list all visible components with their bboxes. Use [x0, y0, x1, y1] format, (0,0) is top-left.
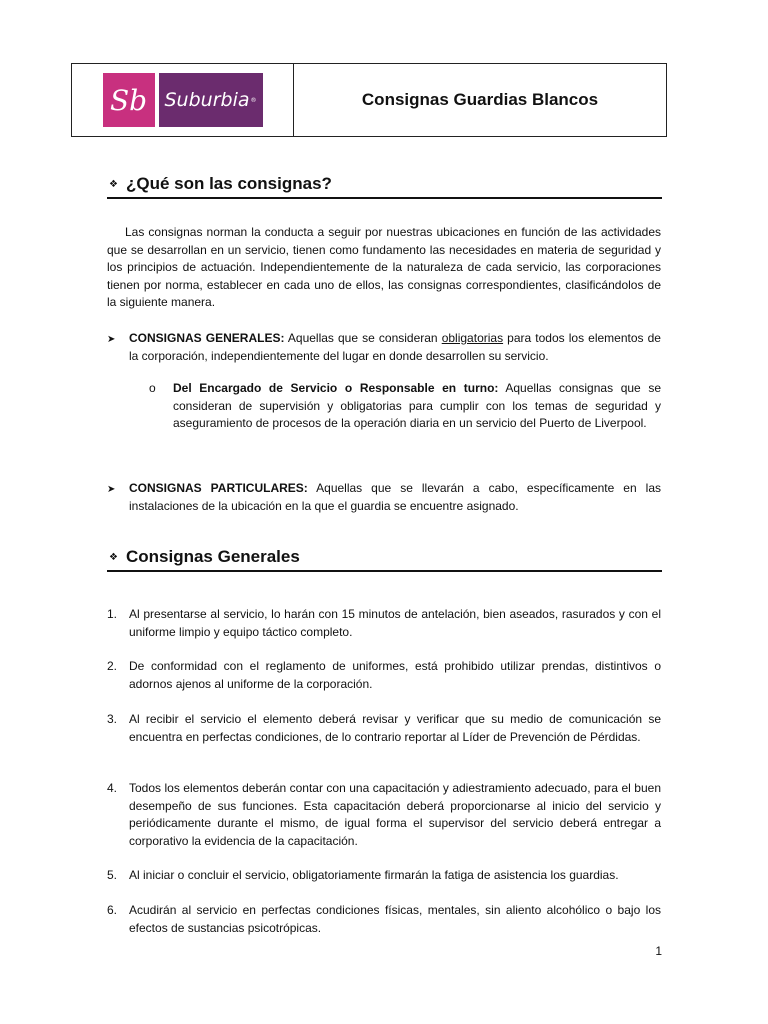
intro-paragraph: Las consignas norman la conducta a seguir por nuestras ubicaciones en función de las actividades que se desarrollan en un servicio, tienen como fundamento las necesidades en materia de seguridad y los principios de actuación. Independientemente de la naturaleza de cada servicio, las corporaciones tienen por norma, establecer en cada uno de ellos, las consignas correspondientes, clasificándolos de la siguiente manera. — [107, 225, 661, 309]
item-label: Del Encargado de Servicio o Responsable en turno: — [173, 381, 499, 395]
arrow-bullet-icon: ➤ — [107, 334, 116, 345]
numbered-item — [107, 780, 661, 850]
circle-bullet-icon: o — [149, 381, 156, 395]
item-number: 1. — [107, 607, 118, 621]
item-text: Al recibir el servicio el elemento deberá revisar y verificar que su medio de comunicación se encuentra en perfectas condiciones, de lo contrario reportar al Líder de Prevención de Pérdidas. — [129, 712, 661, 744]
item-number: 4. — [107, 781, 118, 795]
diamond-bullet-icon: ❖ — [109, 179, 118, 190]
item-number: 6. — [107, 903, 118, 917]
registered-mark: ® — [250, 96, 257, 104]
logo-cell — [72, 64, 294, 136]
sub-item-encargado — [149, 380, 661, 433]
item-text: De conformidad con el reglamento de uniformes, está prohibido utilizar prendas, distintivos o adornos ajenos al uniforme de la corporación. — [129, 659, 661, 691]
item-number: 2. — [107, 659, 118, 673]
diamond-bullet-icon: ❖ — [109, 552, 118, 563]
item-label: CONSIGNAS PARTICULARES: — [129, 481, 308, 495]
item-text: Aquellas que se consideran — [284, 331, 442, 345]
numbered-item — [107, 902, 661, 937]
suburbia-logo — [103, 73, 263, 127]
item-text: Acudirán al servicio en perfectas condiciones físicas, mentales, sin aliento alcohólico o bajo los efectos de sustancias psicotrópicas. — [129, 903, 661, 935]
section-heading-text: Consignas Generales — [125, 547, 300, 566]
list-item-body — [129, 480, 661, 515]
item-text: Aquellas que se llevarán a cabo, específicamente en las instalaciones de la ubicación en la que el guardia se encuentre asignado. — [129, 481, 661, 513]
list-item-consignas-generales — [107, 330, 661, 365]
section-heading-text: ¿Qué son las consignas? — [125, 174, 332, 193]
item-text: Al iniciar o concluir el servicio, obligatoriamente firmarán la fatiga de asistencia los guardias. — [129, 868, 619, 882]
numbered-item — [107, 711, 661, 746]
logo-name: Suburbia — [164, 89, 250, 111]
underlined-word: obligatorias — [441, 331, 504, 345]
document-title: Consignas Guardias Blancos — [361, 90, 599, 109]
item-text: Al presentarse al servicio, lo harán con 15 minutos de antelación, bien aseados, rasurados y con el uniforme limpio y equipo táctico completo. — [129, 607, 661, 639]
logo-monogram: Sb — [103, 73, 155, 127]
sub-item-body — [173, 380, 661, 433]
item-number: 5. — [107, 868, 118, 882]
arrow-bullet-icon: ➤ — [107, 484, 116, 495]
item-text: Aquellas consignas que se consideran de supervisión y obligatorias para cumplir con los temas de seguridad y aseguramiento de procesos de la operación diaria en un servicio del Puerto de Liverpool. — [173, 381, 662, 430]
section-heading-que-son — [107, 172, 662, 199]
document-header — [71, 63, 667, 137]
list-item-body — [129, 330, 661, 365]
list-item-consignas-particulares — [107, 480, 661, 515]
item-text: Todos los elementos deberán contar con una capacitación y adiestramiento adecuado, para el buen desempeño de sus funciones. Esta capacitación deberá proporcionarse al inicio del servicio y periódicamente durante el mismo, de igual forma el supervisor del servicio deberá entregar a corporativo la evidencia de la capacitación. — [129, 781, 661, 848]
logo-wordmark — [159, 73, 263, 127]
item-label: CONSIGNAS GENERALES: — [129, 331, 285, 345]
numbered-item — [107, 658, 661, 693]
section-heading-consignas-generales — [107, 545, 662, 572]
item-text: para todos los elementos de la corporación, independientemente del lugar en donde desarrollen su servicio. — [129, 331, 661, 363]
numbered-item — [107, 606, 661, 641]
page-number: 1 — [655, 944, 662, 958]
item-number: 3. — [107, 712, 118, 726]
numbered-item — [107, 867, 661, 885]
